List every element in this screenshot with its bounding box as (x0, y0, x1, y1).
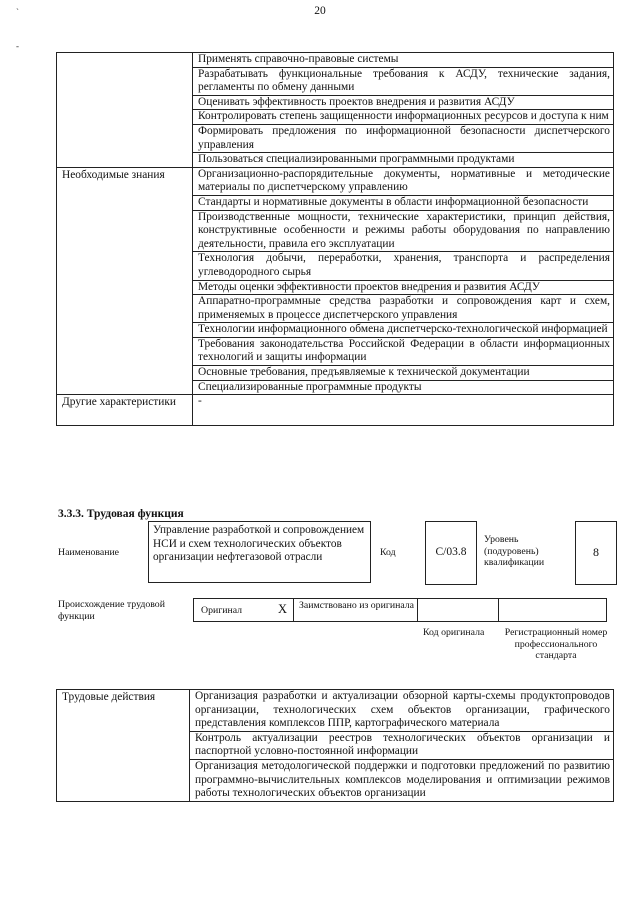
original-label: Оригинал (201, 605, 243, 616)
labor-actions-table (56, 689, 614, 802)
table-cell: Контроль актуализации реестров технологических объектов организации и паспортной условно-постоянной информации (190, 731, 614, 759)
reg-number-cell (498, 598, 607, 622)
scan-mark: - (16, 41, 19, 51)
borrowed-label: Заимствовано из оригинала (299, 600, 414, 611)
original-code-cell (417, 598, 499, 622)
origin-row (193, 598, 607, 622)
row-label-labor-actions: Трудовые действия (57, 690, 190, 802)
table-cell: Организационно-распорядительные документы, нормативные и методические материалы по диспетчерскому управлению (193, 167, 614, 195)
code-label: Код (380, 547, 396, 558)
table-cell: Технологии информационного обмена диспетчерско-технологической информацией (193, 323, 614, 338)
code-value: С/03.8 (425, 521, 477, 585)
reg-number-label: Регистрационный номер профессионального стандарта (504, 627, 608, 661)
table-cell: Разрабатывать функциональные требования к АСДУ, технические задания, регламенты по обмену данными (193, 67, 614, 95)
qualification-level-value: 8 (575, 521, 617, 585)
table-cell: Применять справочно-правовые системы (193, 53, 614, 68)
row-label-required-knowledge: Необходимые знания (57, 167, 193, 395)
page-number: 20 (314, 5, 326, 17)
table-cell: Контролировать степень защищенности информационных ресурсов и доступа к ним (193, 110, 614, 125)
row-label-other-characteristics: Другие характеристики (57, 395, 193, 426)
table-cell: Специализированные программные продукты (193, 380, 614, 395)
section-title: 3.3.3. Трудовая функция (58, 508, 184, 520)
skills-knowledge-table (56, 52, 614, 426)
table-cell: Основные требования, предъявляемые к технической документации (193, 366, 614, 381)
borrowed-cell (293, 598, 418, 622)
original-cell (193, 598, 294, 622)
table-cell: Формировать предложения по информационной безопасности диспетчерского управления (193, 124, 614, 152)
name-label: Наименование (58, 547, 120, 558)
table-cell: Пользоваться специализированными программными продуктами (193, 153, 614, 168)
table-cell: Оценивать эффективность проектов внедрения и развития АСДУ (193, 95, 614, 110)
table-cell: Аппаратно-программные средства разработки и сопровождения карт и схем, применяемых в процессе диспетчерского управления (193, 295, 614, 323)
function-name-box: Управление разработкой и сопровождением НСИ и схем технологических объектов организации нефтегазовой отрасли (148, 521, 371, 583)
table-cell: Методы оценки эффективности проектов внедрения и развития АСДУ (193, 280, 614, 295)
original-code-label: Код оригинала (423, 627, 485, 638)
table-cell: Требования законодательства Российской Федерации в области информационных технологий и защиты информации (193, 337, 614, 365)
origin-label: Происхождение трудовой функции (58, 599, 165, 622)
table-cell: Технология добычи, переработки, хранения, транспорта и распределения углеводородного сырья (193, 252, 614, 280)
table-cell: Организация методологической поддержки и подготовки предложений по развитию программно-вычислительных комплексов моделирования и оптимизации режимов работы технологических объектов организации (190, 759, 614, 801)
row-label-cell (57, 53, 193, 168)
table-cell: Производственные мощности, технические характеристики, принцип действия, конструктивные особенности и режимы работы оборудования по направлению деятельности, правила его эксплуатации (193, 210, 614, 252)
qualification-level-label: Уровень (подуровень) квалификации (484, 534, 545, 568)
scan-mark: ` (16, 7, 19, 17)
table-cell: Организация разработки и актуализации обзорной карты-схемы продуктопроводов организации, технологических схем объектов организации, графического представления комплексов ППР, картографического материала (190, 690, 614, 732)
table-row (57, 690, 614, 732)
table-cell: Стандарты и нормативные документы в области информационной безопасности (193, 195, 614, 210)
table-cell: - (193, 395, 614, 426)
table-row (57, 53, 614, 68)
table-row (57, 395, 614, 426)
original-checkmark: X (278, 602, 288, 616)
table-row (57, 167, 614, 195)
